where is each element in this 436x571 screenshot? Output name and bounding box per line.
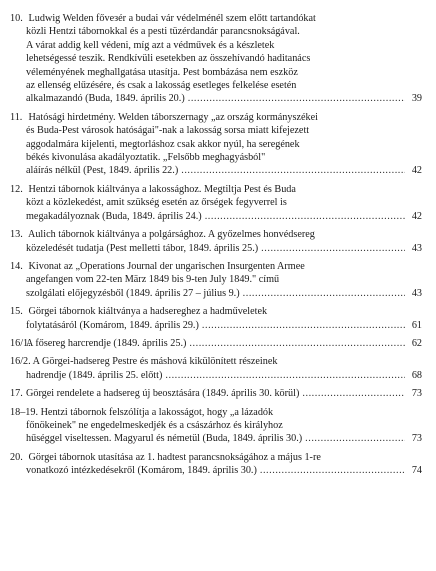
entry-number: 18–19. [10, 406, 39, 418]
entry-text: szolgálati előjegyzésből (1849. április 27 – július 9.) [26, 287, 240, 299]
toc-line [10, 39, 422, 52]
dot-leader [260, 464, 405, 477]
toc-line [10, 387, 422, 400]
page-number: 42 [411, 210, 422, 222]
dot-leader [165, 369, 405, 382]
entry-text: az ellenség elűzésére, és csak a lakosság esetleges felkelése esetén [26, 80, 297, 92]
entry-title: Görgei rendelete a hadsereg új beosztására (1849. április 30. körül) [26, 388, 300, 400]
entry-text: Ludwig Welden főveзér a budai vár védelménél szem előtt tartandókat [28, 13, 316, 24]
toc-entry [10, 260, 422, 300]
toc-line [10, 183, 422, 196]
entry-text: Hentzi tábornok kiáltványa a lakossághoz. Megtiltja Pest és Buda [28, 183, 296, 195]
entry-number: 10. [10, 13, 23, 24]
entry-text: Hatósági hirdetmény. Welden táborszernagy „az ország kormányszékei [28, 111, 318, 123]
page-number: 42 [411, 165, 422, 177]
dot-leader [205, 210, 405, 223]
entry-text: békés kivonulása akadályoztatik. „Felsőbb meghagyásból" [26, 152, 266, 164]
toc-line [10, 25, 422, 38]
entry-text: közeledését tudatja (Pest melletti tábor, 1849. április 25.) [26, 242, 259, 254]
entry-text: megakadályoznak (Buda, 1849. április 24.) [26, 210, 202, 222]
page-number: 73 [411, 388, 422, 400]
entry-number: 16/2. [10, 356, 31, 368]
toc-line [10, 369, 422, 382]
page-number: 43 [411, 287, 422, 299]
toc-line [10, 260, 422, 273]
toc-line [10, 287, 422, 300]
entry-text: vonatkozó intézkedésekről (Komárom, 1849. április 30.) [26, 465, 257, 477]
toc-line [10, 305, 422, 318]
toc-entry [10, 12, 422, 106]
toc-line [10, 337, 422, 350]
toc-line [10, 419, 422, 432]
toc-line [10, 228, 422, 241]
toc-line [10, 111, 422, 124]
entry-number: 17. [10, 388, 23, 400]
entry-number: 14. [10, 260, 23, 272]
toc-entry [10, 387, 422, 400]
toc-entry [10, 183, 422, 223]
entry-text: Görgei tábornok kiáltványa a hadsereghez a hadműveletek [28, 306, 268, 318]
entry-text: és Buda-Pest városok hatóságai"-nak a lakosság sorsa miatt kifejezett [26, 125, 310, 137]
page-number: 43 [411, 242, 422, 254]
toc-line [10, 451, 422, 464]
dot-leader [181, 164, 405, 177]
entry-number: 12. [10, 183, 23, 195]
entry-number: 13. [10, 229, 23, 241]
toc-entry [10, 406, 422, 446]
entry-text: A várat addig kell védeni, míg azt a védművek és a készletek [26, 39, 275, 51]
entry-number: 16/1. [10, 337, 31, 349]
entry-number: 11. [10, 111, 23, 123]
entry-text: Görgei tábornok utasítása az 1. hadtest parancsnokságához a május 1-re [28, 451, 321, 463]
dot-leader [188, 92, 405, 105]
toc-entry [10, 337, 422, 350]
toc-line [10, 432, 422, 445]
entry-text: folytatásáról (Komárom, 1849. április 29.) [26, 319, 199, 331]
toc-line [10, 79, 422, 92]
dot-leader [305, 432, 405, 445]
toc-entry [10, 228, 422, 255]
entry-text: aláírás nélkül (Pest, 1849. április 22.) [26, 165, 179, 177]
toc-line [10, 92, 422, 105]
toc-entry [10, 305, 422, 332]
toc-line [10, 406, 422, 419]
entry-text: főnökeinek" ne engedelmeskedjék és a császárhoz és királyhoz [26, 419, 283, 431]
dot-leader [189, 337, 405, 350]
toc-entry [10, 355, 422, 382]
toc-line [10, 52, 422, 65]
entry-text: Hentzi tábornok felszólítja a lakosságot, hogy „a lázadók [40, 406, 274, 418]
toc-entry [10, 451, 422, 478]
entry-text: lehetségessé teszik. Rendkívüli esetekben az összehívandó haditanács [26, 53, 311, 65]
dot-leader [302, 387, 405, 400]
toc-line [10, 124, 422, 137]
entry-number: 15. [10, 306, 23, 318]
toc-entry [10, 111, 422, 178]
toc-line [10, 242, 422, 255]
toc-line [10, 319, 422, 332]
entry-text: aggodalmára kijelenti, megtorláshoz csak akkor nyúl, ha seregének [26, 138, 300, 150]
entry-text: angefangen vom 22-ten März 1849 bis 9-ten July 1849." című [26, 274, 280, 286]
toc-line [10, 210, 422, 223]
toc-line [10, 273, 422, 286]
entry-number: 20. [10, 451, 23, 463]
entry-text: alkalmazandó (Buda, 1849. április 20.) [26, 93, 185, 105]
entry-text: közli Hentzi tábornokkal és a pesti tüzérdandár parancsnokságával. [26, 26, 300, 38]
toc-line [10, 138, 422, 151]
toc-line [10, 12, 422, 25]
toc-line [10, 464, 422, 477]
entry-text: hűséggel viseltessen. Magyarul és németül (Buda, 1849. április 30.) [26, 433, 303, 445]
entry-text: közt a közlekedést, amit szükség esetén az őrségek fegyverrel is [26, 197, 287, 209]
entry-text: A Görgei-hadsereg Pestre és máshová kikülönített részeinek [32, 356, 278, 368]
toc-line [10, 151, 422, 164]
toc-line [10, 355, 422, 368]
entry-text: véleményének meghallgatása utasítja. Pest bombázása nem eszköz [26, 66, 298, 78]
page-number: 74 [411, 465, 422, 477]
dot-leader [202, 319, 405, 332]
dot-leader [243, 287, 405, 300]
page-number: 39 [411, 93, 422, 105]
dot-leader [261, 242, 405, 255]
toc-line [10, 196, 422, 209]
toc-line [10, 66, 422, 79]
toc-line [10, 164, 422, 177]
page-number: 62 [411, 337, 422, 349]
entry-text: Kivonat az „Operations Journal der ungarischen Insurgenten Armee [28, 260, 305, 272]
entry-title: A fősereg harcrendje (1849. április 25.) [26, 337, 187, 349]
entry-text: hadrendje (1849. április 25. előtt) [26, 369, 163, 381]
page-number: 73 [411, 433, 422, 445]
page-number: 61 [411, 319, 422, 331]
entry-text: Aulich tábornok kiáltványa a polgársághoz. A győzelmes honvédsereg [27, 229, 315, 241]
page-number: 68 [411, 369, 422, 381]
